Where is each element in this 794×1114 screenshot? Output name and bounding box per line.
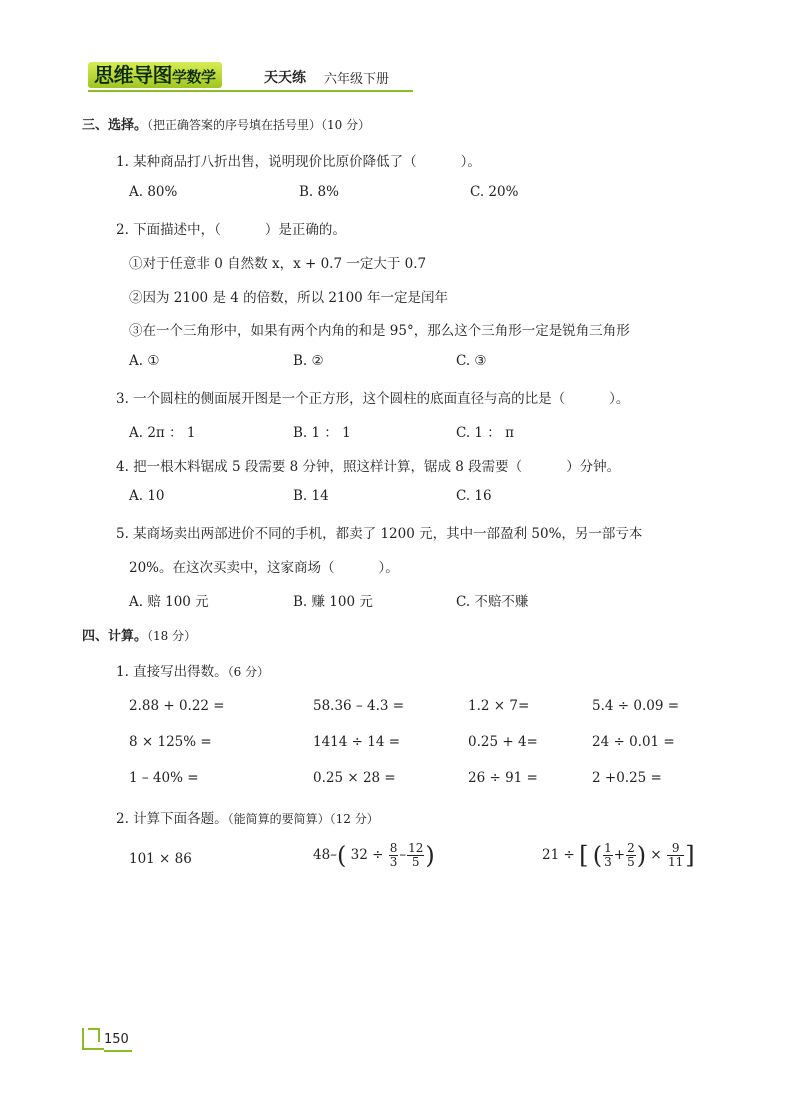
brand-subtitle: 学数学 <box>172 68 216 86</box>
q1-text-end: ）。 <box>460 154 481 170</box>
section-4-heading: 四、计算。 <box>82 629 148 644</box>
expr-1-4: 5.4 ÷ 0.09 = <box>592 698 680 714</box>
page-number-rule <box>104 1050 132 1052</box>
calc-expr-1: 101 × 86 <box>129 851 192 867</box>
page-corner-icon <box>82 1028 104 1050</box>
q1-text: 1. 某种商品打八折出售，说明现价比原价降低了（ <box>116 154 417 170</box>
grade-label: 六年级下册 <box>324 72 390 87</box>
q2-statement-2: ②因为 2100 是 4 的倍数，所以 2100 年一定是闰年 <box>129 290 449 306</box>
q5-option-c: C. 不赔不赚 <box>456 594 529 610</box>
calc-expr-2-div: 32 ÷ <box>350 847 384 863</box>
page-header <box>88 62 413 92</box>
q4-option-b: B. 14 <box>293 488 329 504</box>
expr-3-3: 26 ÷ 91 = <box>468 770 538 786</box>
fraction <box>667 842 684 869</box>
question-2 <box>116 218 346 238</box>
fraction <box>626 842 636 869</box>
denominator: 3 <box>389 855 398 869</box>
plus-sign: + <box>613 847 626 863</box>
denominator: 5 <box>411 855 420 869</box>
section-3-note: （把正确答案的序号填在括号里）（10 分） <box>147 118 371 132</box>
right-paren: ) <box>425 841 435 870</box>
question-1 <box>116 150 481 170</box>
part-1-text: 1. 直接写出得数。 <box>116 664 228 680</box>
question-3 <box>116 387 629 407</box>
part-2-text: 2. 计算下面各题。 <box>116 811 228 827</box>
fraction <box>389 842 399 869</box>
q2-statement-3: ③在一个三角形中，如果有两个内角的和是 95°，那么这个三角形一定是锐角三角形 <box>129 323 630 339</box>
header-rule <box>88 90 413 92</box>
denominator: 11 <box>668 855 684 869</box>
q2-text-end: ）是正确的。 <box>264 222 346 238</box>
brand-logo <box>88 62 222 88</box>
q1-option-b: B. 8% <box>299 184 339 200</box>
q5-text: 20%。在这次买卖中，这家商场（ <box>129 560 335 576</box>
q4-option-c: C. 16 <box>456 488 492 504</box>
expr-3-2: 0.25 × 28 = <box>313 770 396 786</box>
q2-option-c: C. ③ <box>456 353 487 369</box>
q3-option-c: C. 1 ： π <box>456 425 514 441</box>
expr-1-1: 2.88 + 0.22 = <box>129 698 225 714</box>
section-3-heading: 三、选择。 <box>82 118 148 133</box>
numerator: 8 <box>389 841 398 855</box>
times-sign: × <box>650 847 662 863</box>
question-5-line-2 <box>129 556 399 576</box>
expr-2-3: 0.25 + 4= <box>468 734 538 750</box>
left-paren: ( <box>592 841 603 870</box>
expr-3-4: 2 +0.25 = <box>592 770 662 786</box>
denominator: 3 <box>604 855 612 869</box>
q4-text: 4. 把一根木料锯成 5 段需要 8 分钟，照这样计算，锯成 8 段需要（ <box>116 459 523 475</box>
q2-option-a: A. ① <box>129 353 160 369</box>
q5-option-a: A. 赔 100 元 <box>129 594 209 610</box>
q5-text-end: ）。 <box>378 560 399 576</box>
calc-expr-2-head: 48– <box>313 847 337 863</box>
part-1-heading <box>116 660 269 680</box>
expr-2-2: 1414 ÷ 14 = <box>313 734 401 750</box>
q4-option-a: A. 10 <box>129 488 165 504</box>
part-1-note: （6 分） <box>227 665 270 679</box>
q3-option-a: A. 2π ： 1 <box>129 425 196 441</box>
expr-2-4: 24 ÷ 0.01 = <box>592 734 675 750</box>
calc-expr-3 <box>542 842 695 869</box>
fraction <box>603 842 613 869</box>
question-4 <box>116 455 620 475</box>
q3-text-end: ）。 <box>609 391 630 407</box>
right-paren: ) <box>636 841 647 870</box>
right-bracket: ] <box>685 841 695 870</box>
page-number: 150 <box>104 1032 129 1047</box>
q1-option-a: A. 80% <box>129 184 178 200</box>
calc-expr-3-head: 21 ÷ <box>542 847 575 863</box>
question-5-line-1: 5. 某商场卖出两部进价不同的手机，都卖了 1200 元，其中一部盈利 50%，另一部亏本 <box>116 526 643 542</box>
q1-option-c: C. 20% <box>470 184 519 200</box>
numerator: 2 <box>627 841 635 855</box>
q4-text-end: ）分钟。 <box>566 459 621 475</box>
q5-option-b: B. 赚 100 元 <box>293 594 373 610</box>
numerator: 9 <box>667 842 684 856</box>
left-bracket: [ <box>579 841 589 870</box>
q2-option-b: B. ② <box>293 353 324 369</box>
expr-1-3: 1.2 × 7= <box>468 698 530 714</box>
section-4-note: （18 分） <box>147 629 197 643</box>
expr-3-1: 1 – 40% = <box>129 770 199 786</box>
q3-text: 3. 一个圆柱的侧面展开图是一个正方形，这个圆柱的底面直径与高的比是（ <box>116 391 566 407</box>
numerator: 1 <box>604 841 612 855</box>
brand-title: 思维导图 <box>94 63 172 87</box>
q2-text: 2. 下面描述中，（ <box>116 222 221 238</box>
q2-statement-1: ①对于任意非 0 自然数 x，x + 0.7 一定大于 0.7 <box>129 256 427 272</box>
section-3-title <box>82 114 370 133</box>
expr-2-1: 8 × 125% = <box>129 734 212 750</box>
part-2-heading <box>116 807 379 827</box>
minus-sign: – <box>399 847 407 863</box>
denominator: 5 <box>627 855 635 869</box>
left-paren: ( <box>336 841 347 870</box>
numerator: 12 <box>408 841 424 855</box>
fraction <box>407 842 424 869</box>
expr-1-2: 58.36 – 4.3 = <box>313 698 405 714</box>
part-2-note: （能简算的要简算）（12 分） <box>227 812 379 826</box>
calc-expr-2 <box>313 842 435 869</box>
series-name: 天天练 <box>264 70 306 86</box>
q3-option-b: B. 1 ： 1 <box>293 425 351 441</box>
section-4-title <box>82 625 196 644</box>
